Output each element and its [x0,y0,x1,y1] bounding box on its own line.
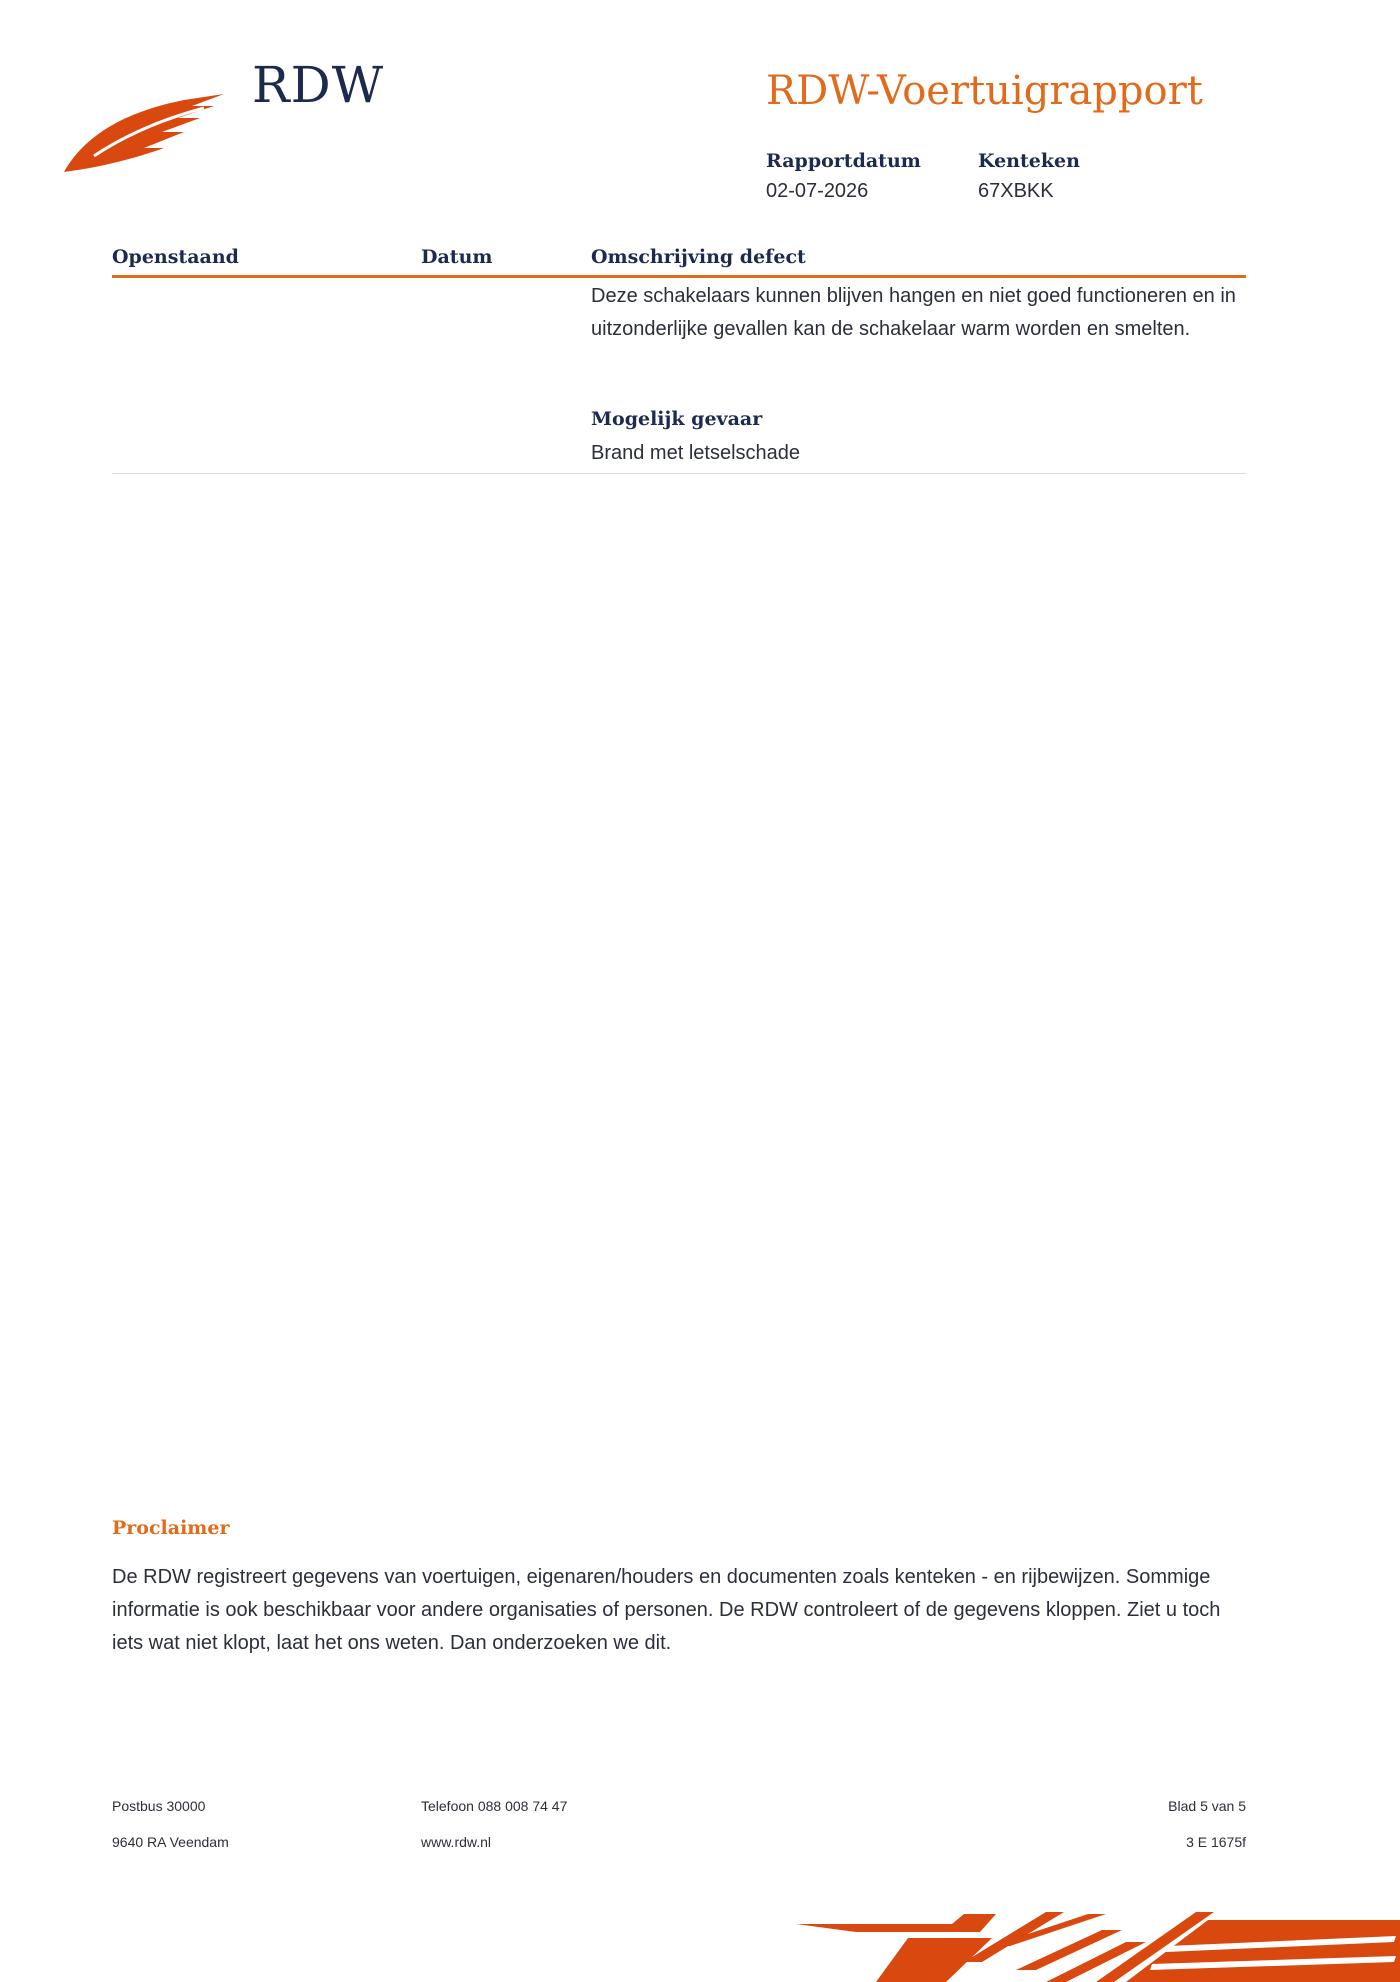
column-header-datum: Datum [421,246,493,268]
plate-label: Kenteken [978,150,1080,172]
column-header-omschrijving: Omschrijving defect [591,246,806,268]
risk-label: Mogelijk gevaar [591,408,763,430]
risk-value: Brand met letselschade [591,442,801,464]
defects-table-header [112,246,1246,278]
footer-address-line2: 9640 RA Veendam [112,1834,229,1850]
rdw-wing-icon [64,86,234,178]
proclaimer-title: Proclaimer [112,1517,230,1539]
footer-doc-code: 3 E 1675f [1186,1834,1246,1850]
footer-page-number: Blad 5 van 5 [1168,1798,1246,1814]
plate-value: 67XBKK [978,180,1054,202]
report-date-block [766,150,921,203]
footer-website: www.rdw.nl [421,1834,492,1850]
proclaimer-text: De RDW registreert gegevens van voertuigen, eigenaren/houders en documenten zoals kenteken - en rijbewijzen. Sommige informatie is ook beschikbaar voor andere organisaties of personen. De RDW controleert of de gegevens kloppen. Ziet u toch iets wat niet klopt, laat het ons weten. Dan onderzoeken we dit. [112,1566,1221,1654]
report-date-value: 02-07-2026 [766,180,869,202]
report-date-label: Rapportdatum [766,150,921,172]
footer-phone: Telefoon 088 008 74 47 [421,1798,568,1814]
column-header-openstaand: Openstaand [112,246,239,268]
footer-address-line1: Postbus 30000 [112,1798,206,1814]
table-row [112,278,1246,474]
decorative-stripes-icon [796,1906,1400,1982]
report-title: RDW-Voertuigrapport [766,68,1203,114]
defect-description: Deze schakelaars kunnen blijven hangen en niet goed functioneren en in uitzonderlijke gevallen kan de schakelaar warm worden en smelten. [591,285,1236,340]
rdw-logo-text: RDW [252,56,385,114]
plate-block [978,150,1080,203]
